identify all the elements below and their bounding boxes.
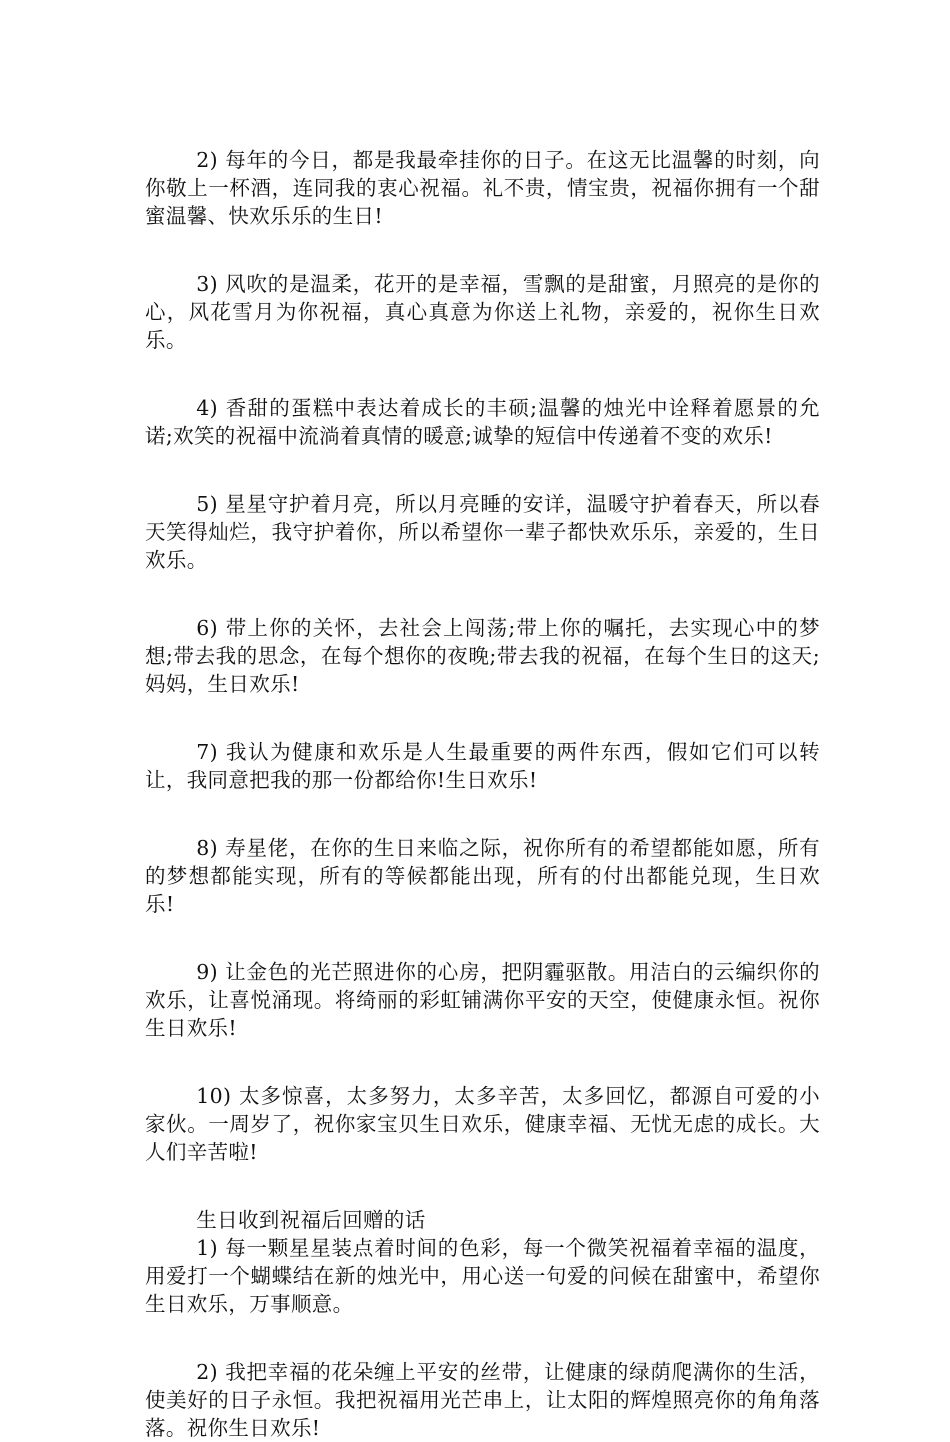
wish-paragraph-4: 4) 香甜的蛋糕中表达着成长的丰硕;温馨的烛光中诠释着愿景的允诺;欢笑的祝福中流淌着真情的暖意;诚挚的短信中传递着不变的欢乐!	[145, 396, 820, 448]
wish-paragraph-5: 5) 星星守护着月亮，所以月亮睡的安详，温暖守护着春天，所以春天笑得灿烂，我守护着你，所以希望你一辈子都快欢乐乐，亲爱的，生日欢乐。	[145, 492, 820, 572]
wish-paragraph-9: 9) 让金色的光芒照进你的心房，把阴霾驱散。用洁白的云编织你的欢乐，让喜悦涌现。将绮丽的彩虹铺满你平安的天空，使健康永恒。祝你生日欢乐!	[145, 960, 820, 1040]
wish-paragraph-6: 6) 带上你的关怀，去社会上闯荡;带上你的嘱托，去实现心中的梦想;带去我的思念，在每个想你的夜晚;带去我的祝福，在每个生日的这天;妈妈，生日欢乐!	[145, 616, 820, 696]
wish-paragraph-7: 7) 我认为健康和欢乐是人生最重要的两件东西，假如它们可以转让，我同意把我的那一份都给你!生日欢乐!	[145, 740, 820, 792]
reply-paragraph-1: 1) 每一颗星星装点着时间的色彩，每一个微笑祝福着幸福的温度，用爱打一个蝴蝶结在新的烛光中，用心送一句爱的问候在甜蜜中，希望你生日欢乐，万事顺意。	[145, 1236, 820, 1316]
wish-paragraph-3: 3) 风吹的是温柔，花开的是幸福，雪飘的是甜蜜，月照亮的是你的心，风花雪月为你祝福，真心真意为你送上礼物，亲爱的，祝你生日欢乐。	[145, 272, 820, 352]
document-body	[145, 146, 820, 1442]
wish-paragraph-8: 8) 寿星佬，在你的生日来临之际，祝你所有的希望都能如愿，所有的梦想都能实现，所有的等候都能出现，所有的付出都能兑现，生日欢乐!	[145, 836, 820, 916]
reply-paragraph-2: 2) 我把幸福的花朵缠上平安的丝带，让健康的绿荫爬满你的生活，使美好的日子永恒。我把祝福用光芒串上，让太阳的辉煌照亮你的角角落落。祝你生日欢乐!	[145, 1360, 820, 1440]
wish-paragraph-10: 10) 太多惊喜，太多努力，太多辛苦，太多回忆，都源自可爱的小家伙。一周岁了，祝你家宝贝生日欢乐，健康幸福、无忧无虑的成长。大人们辛苦啦!	[145, 1084, 820, 1164]
wish-paragraph-2: 2) 每年的今日，都是我最牵挂你的日子。在这无比温馨的时刻，向你敬上一杯酒，连同我的衷心祝福。礼不贵，情宝贵，祝福你拥有一个甜蜜温馨、快欢乐乐的生日!	[145, 148, 820, 228]
section-heading: 生日收到祝福后回赠的话	[196, 1208, 426, 1232]
